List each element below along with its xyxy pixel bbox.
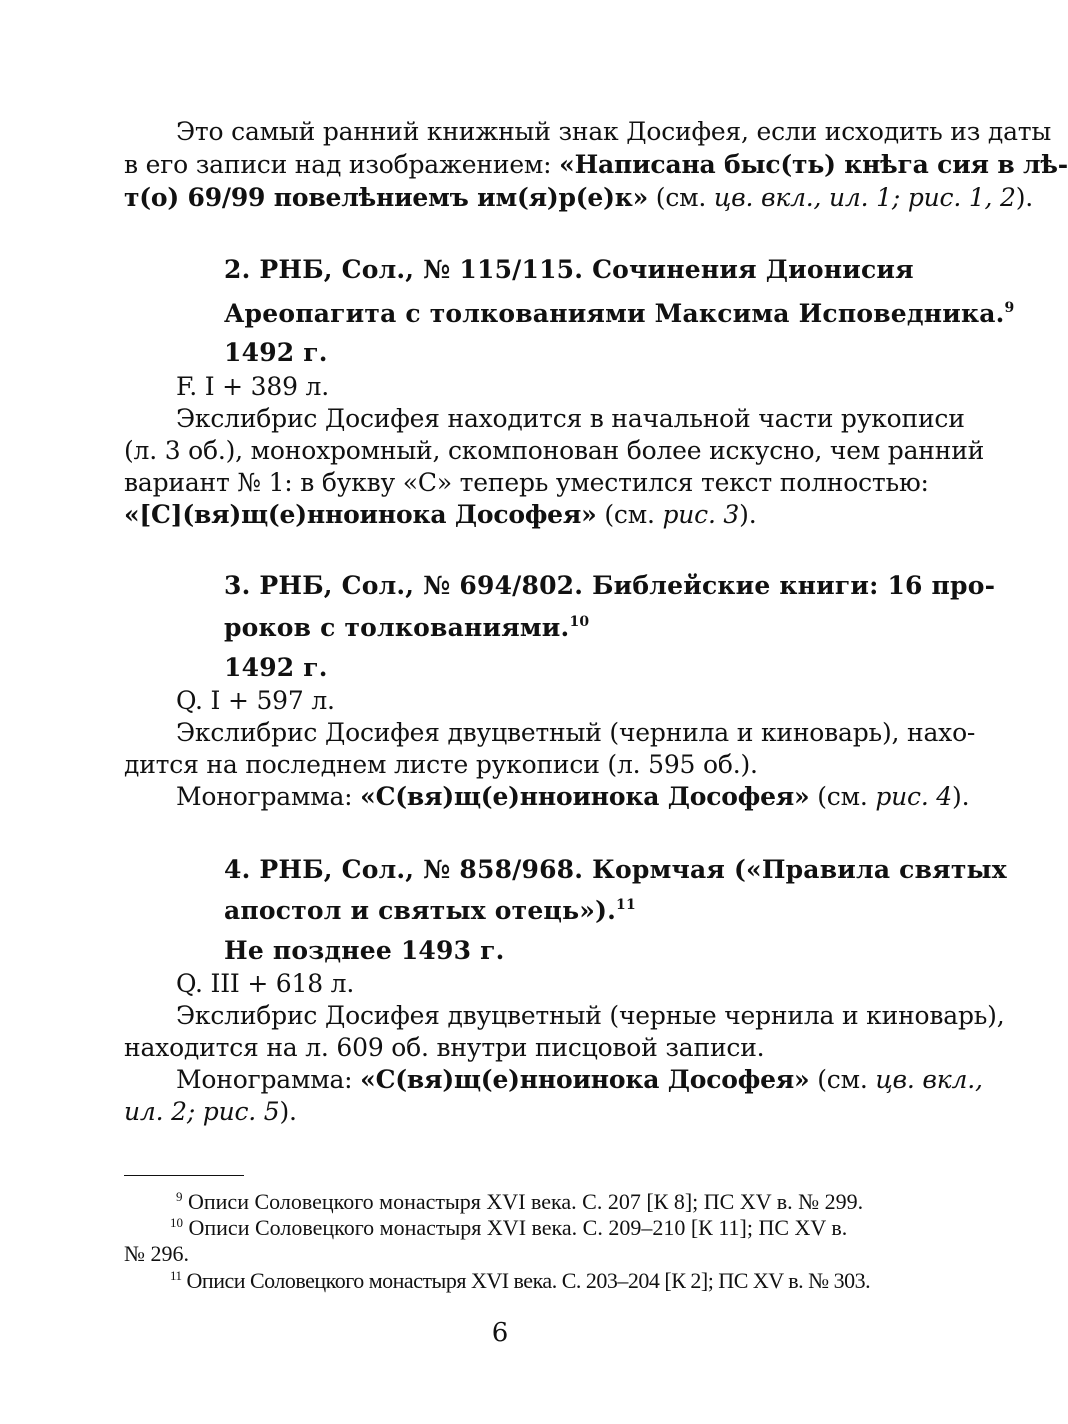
entry-4-monogram-cont: ил. 2; рис. 5). [124,1097,297,1126]
entry-3-title-cont: роков с толкованиями.$^{10}$ [224,613,590,642]
entry-4-title: 4. РНБ, Сол., № 858/968. Кормчая («Правила святых [224,855,1007,884]
intro-line-2: в его записи над изображением: «Написана быс(ть) кнѣга сия в лѣ- [124,150,1068,179]
entry-4-title-cont: апостол и святых отець»).$^{11}$ [224,896,636,925]
entry-2-format: F. I + 389 л. [176,372,329,401]
footnote-ref-10: 10 [569,614,590,630]
entry-3-date: 1492 г. [224,653,328,682]
entry-2-text-4: «[С](вя)щ(е)нноинока Дософея» (см. рис. 3). [124,500,757,529]
entry-3-text-2: дится на последнем листе рукописи (л. 595 об.). [124,750,758,779]
page-number: 6 [491,1318,509,1348]
entry-3-format: Q. I + 597 л. [176,686,335,715]
entry-2-text-3: вариант № 1: в букву «С» теперь уместился текст полностью: [124,468,929,497]
entry-2-text-1: Экслибрис Досифея находится в начальной части рукописи [176,404,965,433]
entry-2-text-2: (л. 3 об.), монохромный, скомпонован более искусно, чем ранний [124,436,985,465]
entry-4-text-2: находится на л. 609 об. внутри писцовой записи. [124,1033,765,1062]
entry-4-format: Q. III + 618 л. [176,969,355,998]
entry-2-date: 1492 г. [224,338,328,367]
entry-3-text-1: Экслибрис Досифея двуцветный (чернила и киноварь), нахо- [176,718,976,747]
footnote-ref-11: 11 [616,897,636,913]
footnote-10-cont: № 296. [124,1241,189,1266]
entry-2-title: 2. РНБ, Сол., № 115/115. Сочинения Дионисия [224,255,914,284]
footnote-9: $^9$ Описи Соловецкого монастыря XVI века. С. 207 [К 8]; ПС XV в. № 299. [176,1189,864,1214]
entry-4-date: Не позднее 1493 г. [224,936,505,965]
intro-line-3: т(о) 69/99 повелѣниемъ им(я)р(е)к» (см. цв. вкл., ил. 1; рис. 1, 2). [124,183,1034,212]
footnote-ref-9: 9 [1004,300,1015,316]
footnote-11: $^{11}$ Описи Соловецкого монастыря XVI века. С. 203–204 [К 2]; ПС XV в. № 303. [170,1268,871,1293]
footnote-10: $^{10}$ Описи Соловецкого монастыря XVI века. С. 209–210 [К 11]; ПС XV в. [170,1215,848,1240]
entry-4-text-1: Экслибрис Досифея двуцветный (черные чернила и киноварь), [176,1001,1005,1030]
entry-3-monogram: Монограмма: «С(вя)щ(е)нноинока Дософея» (см. рис. 4). [176,782,970,811]
footnote-divider [124,1175,244,1176]
intro-line-1: Это самый ранний книжный знак Досифея, если исходить из даты [176,117,1052,146]
entry-3-title: 3. РНБ, Сол., № 694/802. Библейские книги: 16 про- [224,571,996,600]
entry-2-title-cont: Ареопагита с толкованиями Максима Исповедника.$^9$ [224,299,1015,328]
entry-4-monogram: Монограмма: «С(вя)щ(е)нноинока Дософея» (см. цв. вкл., [176,1065,983,1094]
